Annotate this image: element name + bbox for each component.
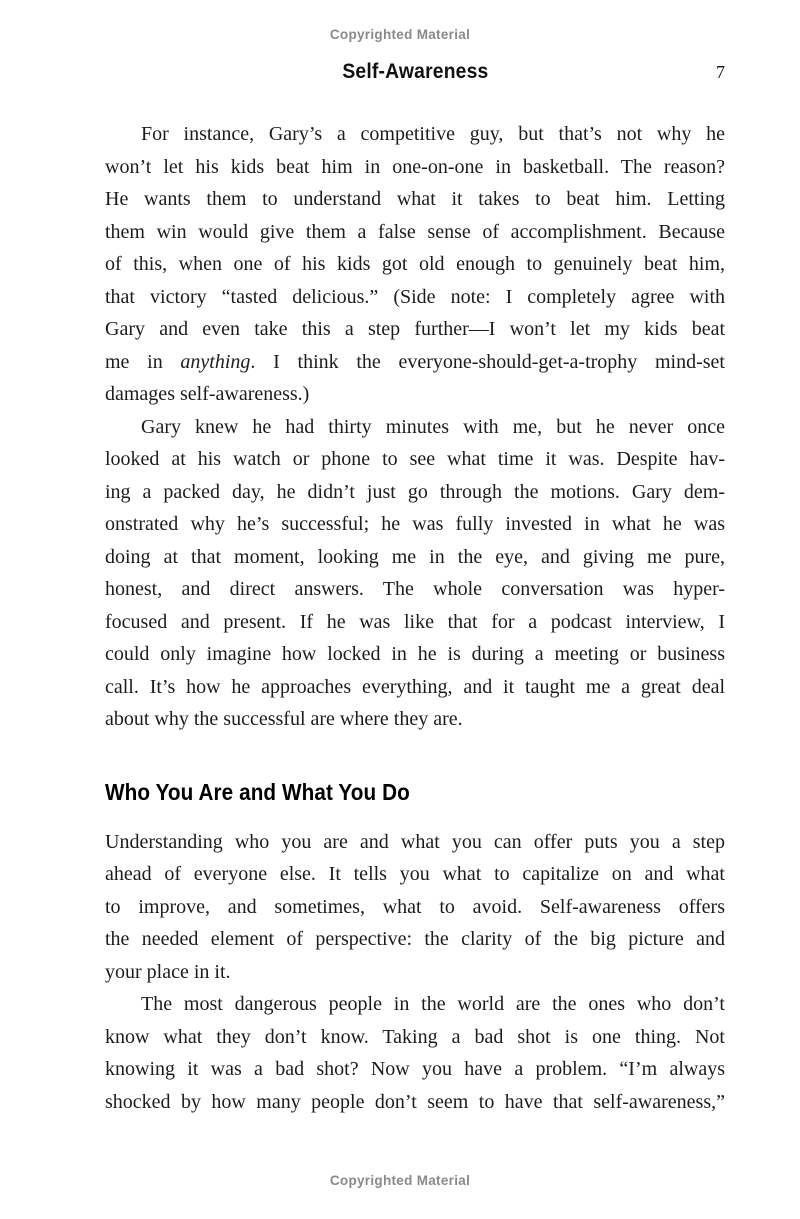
text-line: about why the successful are where they are. (105, 708, 463, 730)
text-line: shocked by how many people don’t seem to have that self-awareness,” (105, 1090, 725, 1113)
text-line: damages self-awareness.) (105, 383, 310, 405)
paragraph (105, 826, 725, 989)
text-line: knowing it was a bad shot? Now you have a problem. “I’m always (105, 1058, 725, 1080)
text-line: looked at his watch or phone to see what time it was. Despite hav- (105, 448, 725, 470)
text-line: know what they don’t know. Taking a bad shot is one thing. Not (105, 1025, 725, 1048)
chapter-title: Self-Awareness (341, 60, 489, 83)
text-line: honest, and direct answers. The whole conversation was hyper- (105, 578, 725, 600)
text-line: call. It’s how he approaches everything, and it taught me a great deal (105, 675, 725, 698)
text-line: He wants them to understand what it takes to beat him. Letting (105, 188, 725, 210)
text-line: ahead of everyone else. It tells you what to capitalize on and what (105, 863, 725, 885)
text-line: doing at that moment, looking me in the eye, and giving me pure, (105, 545, 725, 568)
text-line: Gary knew he had thirty minutes with me, but he never once (141, 415, 725, 438)
text-line: For instance, Gary’s a competitive guy, but that’s not why he (141, 123, 725, 145)
text-line: of this, when one of his kids got old enough to genuinely beat him, (105, 253, 725, 275)
text-line: won’t let his kids beat him in one-on-one in basketball. The reason? (105, 155, 725, 178)
text-line: the needed element of perspective: the clarity of the big picture and (105, 928, 725, 950)
paragraph (105, 118, 725, 411)
text-line: onstrated why he’s successful; he was fully invested in what he was (105, 513, 725, 535)
text-line: them win would give them a false sense of accomplishment. Because (105, 220, 725, 243)
body-text (105, 118, 725, 1118)
copyright-notice-bottom: Copyrighted Material (329, 1173, 471, 1188)
copyright-notice-top: Copyrighted Material (329, 27, 471, 42)
text-line: The most dangerous people in the world are the ones who don’t (141, 993, 725, 1015)
text-line: focused and present. If he was like that for a podcast interview, I (105, 610, 725, 633)
page-number: 7 (716, 62, 725, 82)
text-line: to improve, and sometimes, what to avoid. Self-awareness offers (105, 895, 725, 918)
section-heading-text: Who You Are and What You Do (105, 778, 410, 805)
text-line: ing a packed day, he didn’t just go through the motions. Gary dem- (105, 480, 725, 503)
paragraph (105, 988, 725, 1118)
text-line: me in anything. I think the everyone-should-get-a-trophy mind-set (105, 350, 725, 373)
text-line: Understanding who you are and what you can offer puts you a step (105, 830, 725, 853)
text-line: Gary and even take this a step further—I won’t let my kids beat (105, 318, 725, 340)
text-line: that victory “tasted delicious.” (Side note: I completely agree with (105, 285, 725, 308)
section-heading (105, 779, 725, 806)
paragraph (105, 411, 725, 736)
page-header (105, 60, 725, 88)
text-line: could only imagine how locked in he is during a meeting or business (105, 643, 725, 665)
running-head (105, 60, 725, 84)
text-line: your place in it. (105, 960, 231, 983)
